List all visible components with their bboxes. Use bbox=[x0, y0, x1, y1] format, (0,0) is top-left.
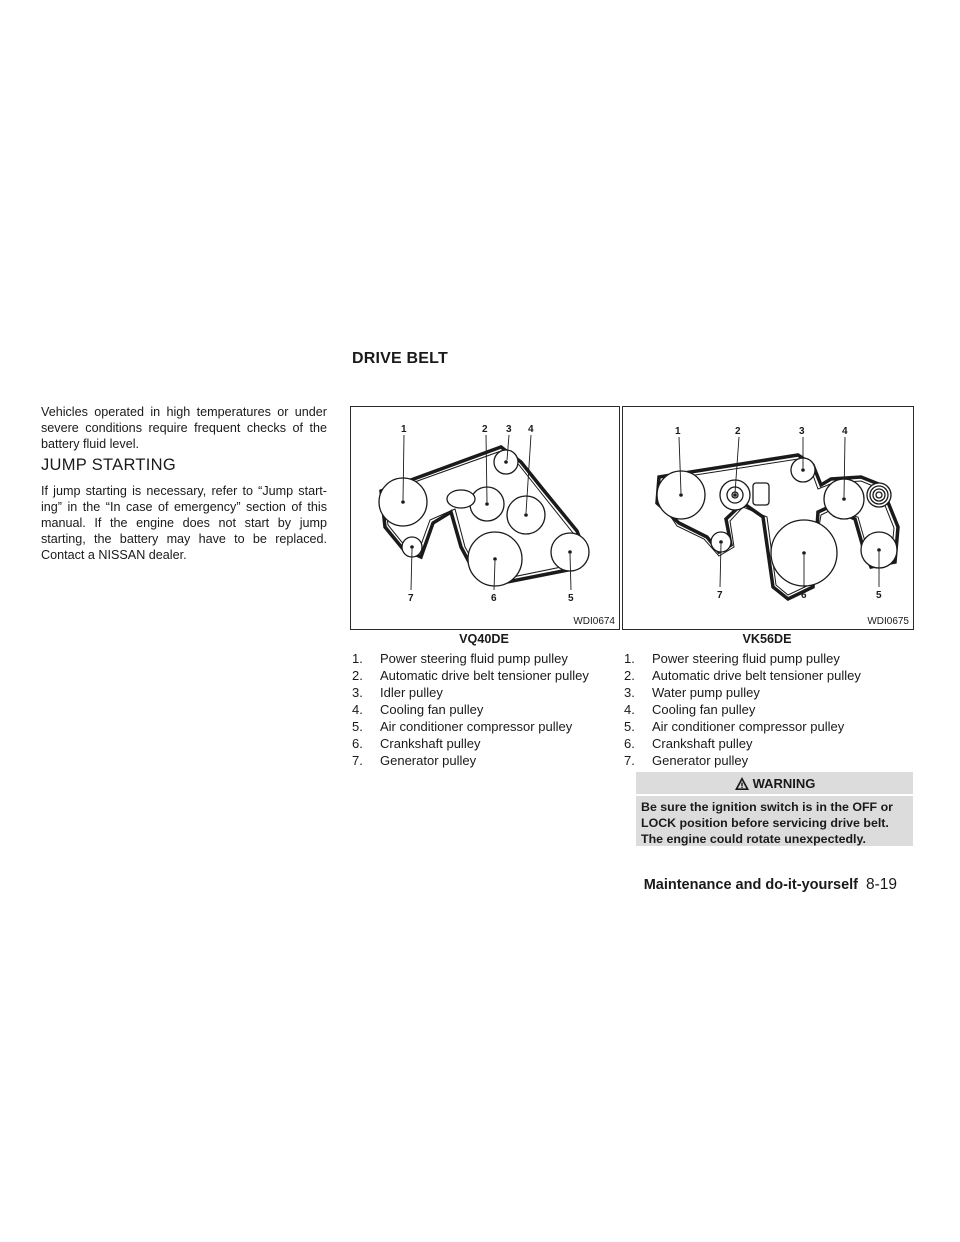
warning-title: WARNING bbox=[752, 775, 816, 791]
figure-code: WDI0675 bbox=[867, 616, 909, 627]
vq40de-caption: VQ40DE bbox=[459, 632, 509, 646]
list-item: 2. Automatic drive belt tensioner pulley bbox=[624, 668, 861, 683]
jump-starting-paragraph: If jump starting is necessary, refer to “Jump start- ing” in the “In case of emergency” section of this manual. If the engine does not start by jump starting, the battery may have to be replaced. Contact a NISSAN dealer. bbox=[41, 484, 327, 562]
vk56de-label-5: 5 bbox=[876, 590, 882, 601]
list-item: 4. Cooling fan pulley bbox=[624, 702, 756, 717]
warning-divider bbox=[636, 794, 913, 796]
vq40de-label-1: 1 bbox=[401, 424, 407, 435]
list-item: 3. Water pump pulley bbox=[624, 685, 760, 700]
list-item: 3. Idler pulley bbox=[352, 685, 443, 700]
list-item: 6. Crankshaft pulley bbox=[352, 736, 481, 751]
vq40de-belt-routing-svg bbox=[351, 407, 619, 629]
vq40de-label-6: 6 bbox=[491, 593, 497, 604]
list-item: 6. Crankshaft pulley bbox=[624, 736, 753, 751]
warning-header bbox=[636, 772, 913, 794]
vq40de-label-5: 5 bbox=[568, 593, 574, 604]
vk56de-label-2: 2 bbox=[735, 426, 741, 437]
vk56de-parts-list bbox=[624, 650, 914, 769]
warning-box bbox=[636, 772, 913, 846]
vk56de-label-7: 7 bbox=[717, 590, 723, 601]
section-title: DRIVE BELT bbox=[352, 350, 448, 367]
vk56de-belt-diagram bbox=[622, 406, 914, 630]
vk56de-belt-routing-svg bbox=[623, 407, 913, 629]
vk56de-label-4: 4 bbox=[842, 426, 848, 437]
list-item: 5. Air conditioner compressor pulley bbox=[352, 719, 573, 734]
warning-triangle-icon bbox=[734, 776, 750, 791]
vq40de-parts-list bbox=[352, 650, 618, 769]
jump-starting-heading: JUMP STARTING bbox=[41, 456, 176, 474]
vq40de-label-3: 3 bbox=[506, 424, 512, 435]
vq40de-belt-diagram bbox=[350, 406, 620, 630]
vk56de-caption: VK56DE bbox=[742, 632, 792, 646]
list-item: 7. Generator pulley bbox=[624, 753, 749, 768]
list-item: 1. Power steering fluid pump pulley bbox=[352, 651, 568, 666]
list-item: 4. Cooling fan pulley bbox=[352, 702, 484, 717]
vq40de-label-7: 7 bbox=[408, 593, 414, 604]
list-item: 5. Air conditioner compressor pulley bbox=[624, 719, 845, 734]
vq40de-label-2: 2 bbox=[482, 424, 488, 435]
vq40de-label-4: 4 bbox=[528, 424, 534, 435]
list-item: 2. Automatic drive belt tensioner pulley bbox=[352, 668, 589, 683]
vk56de-label-3: 3 bbox=[799, 426, 805, 437]
page-number: 8-19 bbox=[866, 876, 898, 893]
list-item: 7. Generator pulley bbox=[352, 753, 477, 768]
figure-code: WDI0674 bbox=[573, 616, 615, 627]
warning-text: Be sure the ignition switch is in the OFF or LOCK position before servicing drive belt. The engine could rotate unexpectedly. bbox=[641, 800, 893, 846]
vk56de-label-6: 6 bbox=[801, 590, 807, 601]
footer-section-name: Maintenance and do-it-yourself bbox=[643, 877, 858, 893]
vk56de-label-1: 1 bbox=[675, 426, 681, 437]
list-item: 1. Power steering fluid pump pulley bbox=[624, 651, 840, 666]
intro-paragraph: Vehicles operated in high temperatures or under severe conditions require frequent checks of the battery fluid level. bbox=[41, 405, 327, 451]
